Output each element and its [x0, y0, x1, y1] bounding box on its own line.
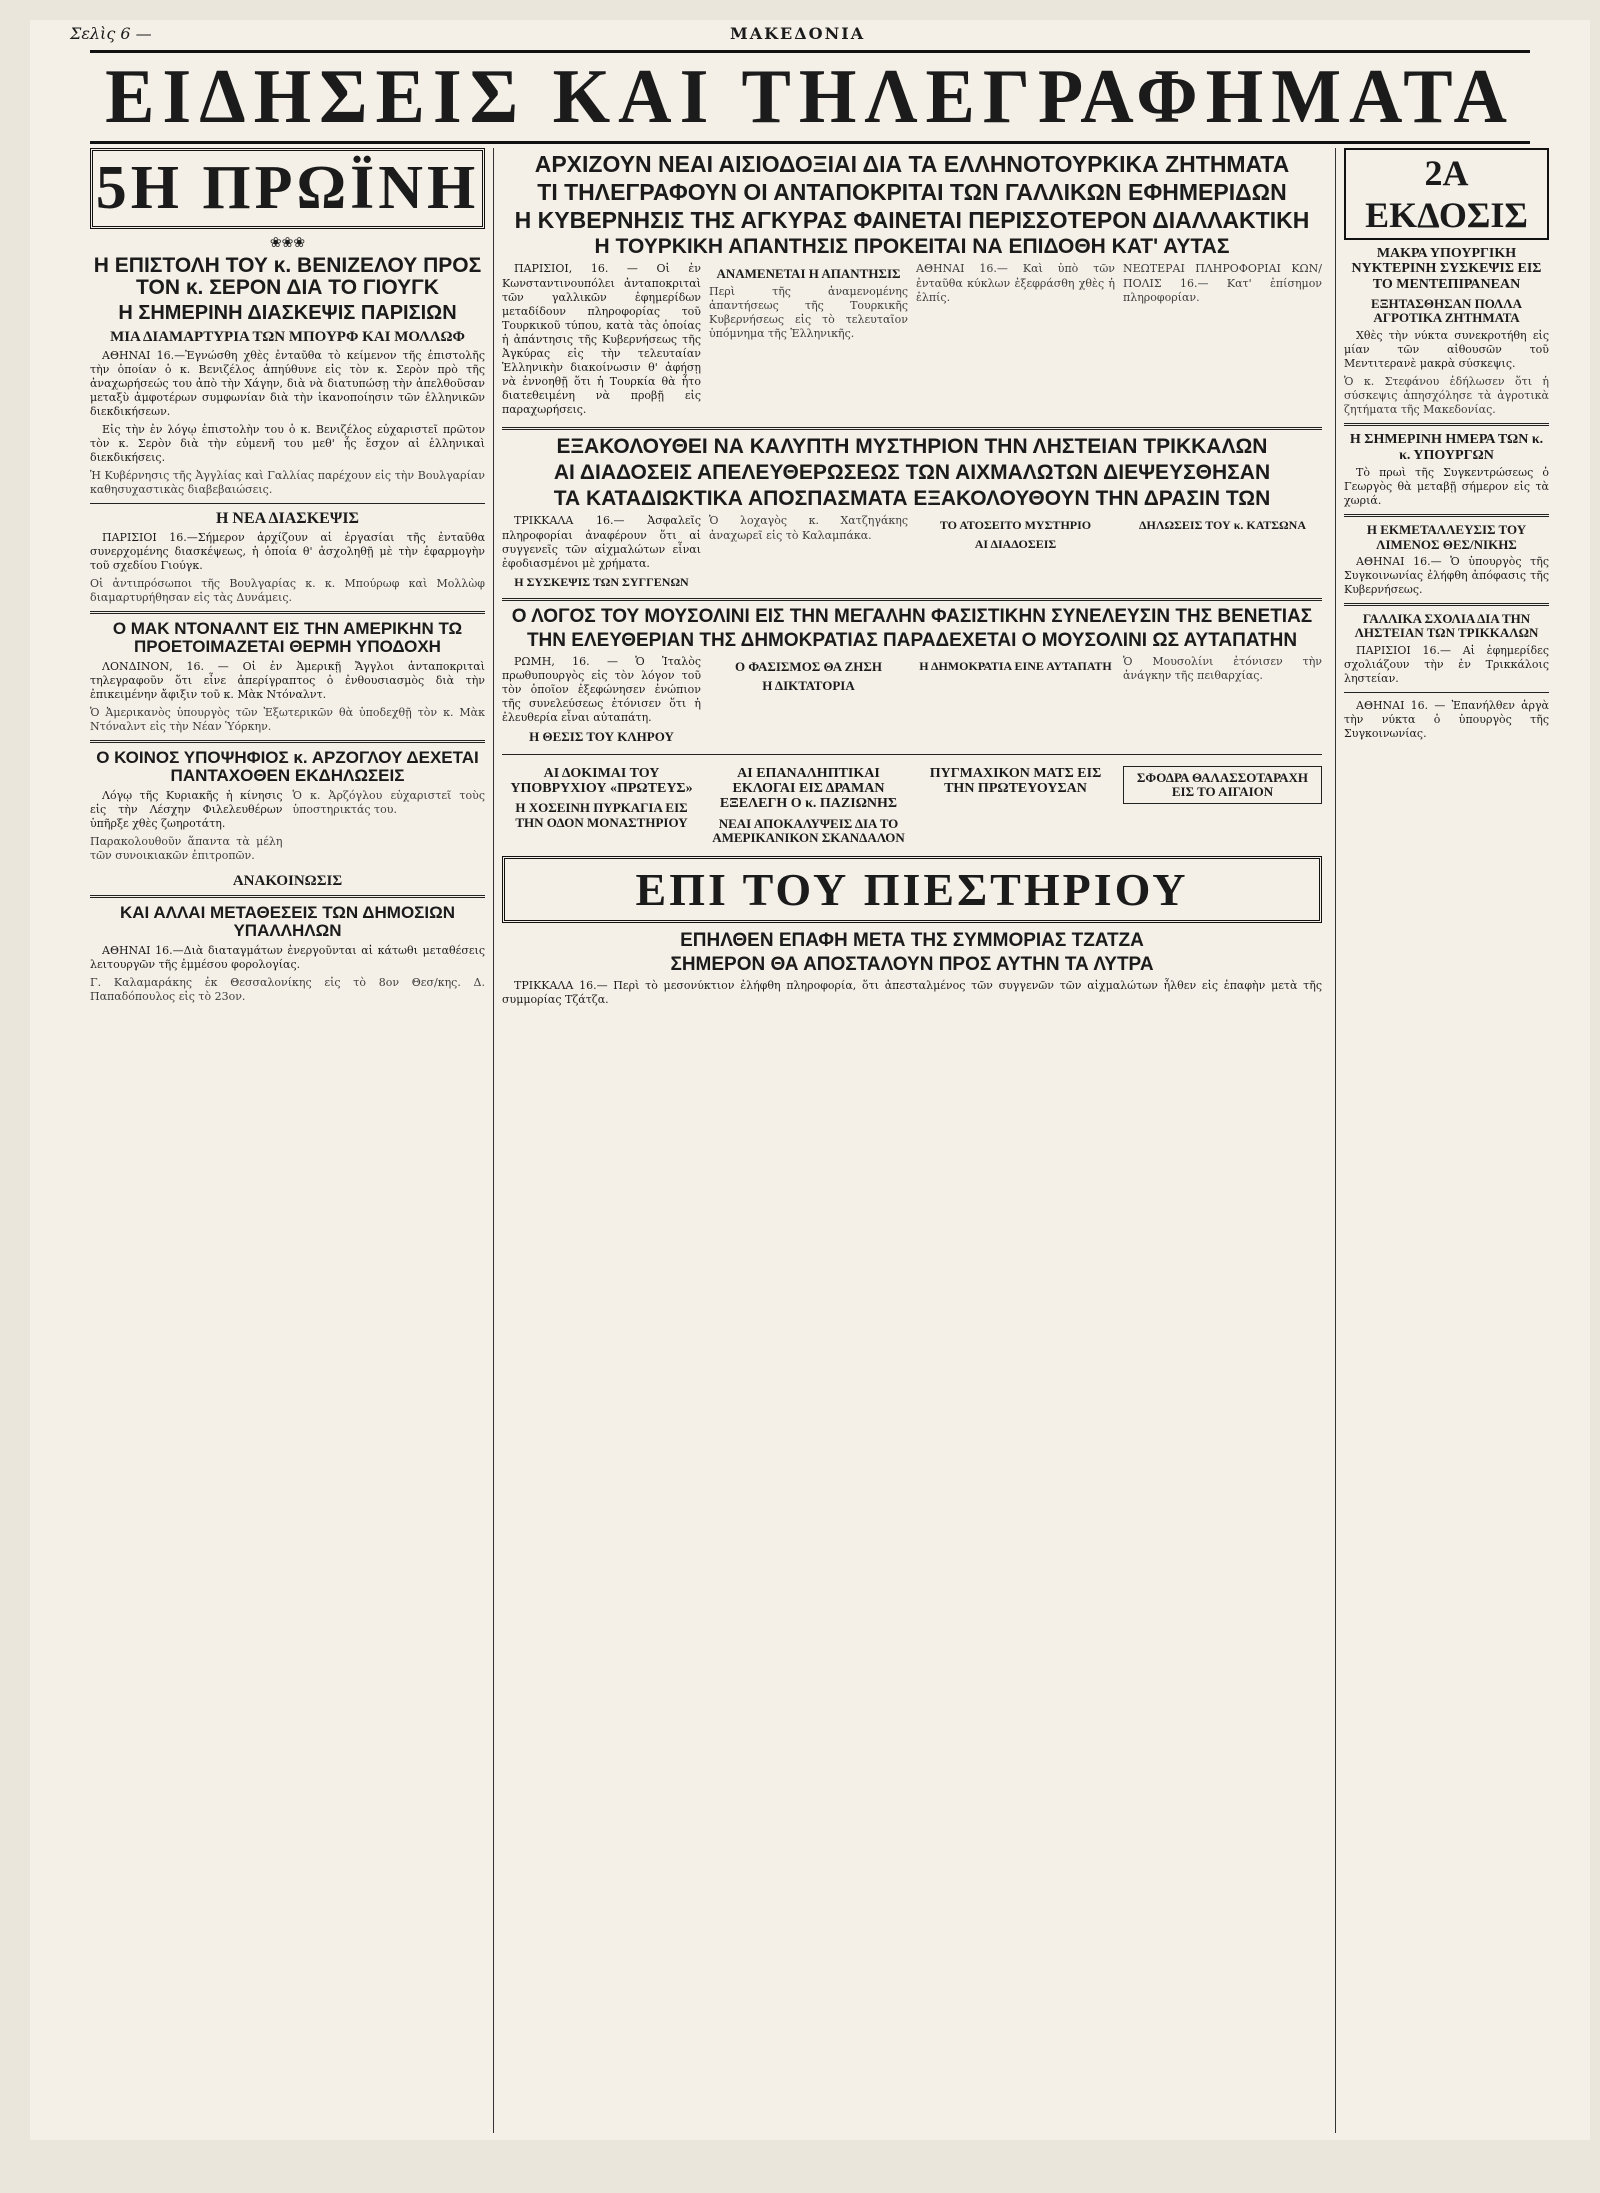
subheadline-protest: ΜΙΑ ΔΙΑΜΑΡΤΥΡΙΑ ΤΩΝ ΜΠΟΥΡΦ ΚΑΙ ΜΟΛΛΩΦ [110, 329, 465, 346]
subheadline-paris: Η ΣΗΜΕΡΙΝΗ ΔΙΑΣΚΕΨΙΣ ΠΑΡΙΣΙΩΝ [118, 302, 457, 325]
headline-ransom: ΣΗΜΕΡΟΝ ΘΑ ΑΠΟΣΤΑΛΟΥΝ ΠΡΟΣ ΑΥΤΗΝ ΤΑ ΛΥΤΡΑ [670, 954, 1154, 976]
heading-fire: Η ΧΟΣΕΙΝΗ ΠΥΡΚΑΓΙΑ ΕΙΣ ΤΗΝ ΟΔΟΝ ΜΟΝΑΣΤΗΡΙΟΥ [515, 800, 688, 830]
left-column [90, 148, 494, 2133]
article-paragraph: ΑΘΗΝΑΙ 16.— Ὁ ὑπουργὸς τῆς Συγκοινωνίας ἐλήφθη ἀπόφασις τῆς Κυβερνήσεως. [1344, 554, 1549, 596]
headline-turkish-reply: Η ΤΟΥΡΚΙΚΗ ΑΠΑΝΤΗΣΙΣ ΠΡΟΚΕΙΤΑΙ ΝΑ ΕΠΙΔΟΘΗ ΚΑΤ' ΑΥΤΑΣ [594, 235, 1230, 259]
divider [90, 503, 485, 504]
heading-announcement: ΑΝΑΚΟΙΝΩΣΙΣ [232, 872, 343, 889]
article-paragraph: ΑΘΗΝΑΙ 16.—Ἐγνώσθη χθὲς ἐνταῦθα τὸ κείμενον τῆς ἐπιστολῆς τὴν ὁποίαν ὁ κ. Βενιζέλος ἀπηύθυνε εἰς τὸν κ. Σερὸν πρὸ τῆς ἀναχωρήσεώς του ἀπὸ τὴν Χάγην, διὰ νὰ διατυπώσῃ τὴν ἀπελθοῦσαν μεταξὺ ἀμφοτέρων συμφωνίαν διὰ τὴν ἱκανοποίησιν τῶν ἑλληνικῶν διεκδικήσεων. [90, 348, 485, 418]
filler-text: Ὁ λοχαγὸς κ. Χατζηγάκης ἀναχωρεῖ εἰς τὸ Καλαμπάκα. [709, 514, 908, 542]
heading-dictatorship: Η ΔΙΚΤΑΤΟΡΙΑ [762, 678, 855, 694]
headline-ankara: Η ΚΥΒΕΡΝΗΣΙΣ ΤΗΣ ΑΓΚΥΡΑΣ ΦΑΙΝΕΤΑΙ ΠΕΡΙΣΣΟΤΕΡΟΝ ΔΙΑΛΛΑΚΤΙΚΗ [514, 207, 1310, 234]
divider [90, 895, 485, 898]
filler-text: Περὶ τῆς ἀναμενομένης ἀπαντήσεως τῆς Τουρκικῆς Κυβερνήσεως εἰς τὸ τελευταῖον ὑπόμνημα τῆς Ἑλληνικῆς. [709, 284, 908, 340]
stop-press-box [502, 856, 1322, 923]
heading-port-exploitation: Η ΕΚΜΕΤΑΛΛΕΥΣΙΣ ΤΟΥ ΛΙΜΕΝΟΣ ΘΕΣ/ΝΙΚΗΣ [1366, 522, 1527, 552]
filler-text: Ἡ Κυβέρνησις τῆς Ἀγγλίας καὶ Γαλλίας παρέχουν εἰς τὴν Βουλγαρίαν καθησυχαστικὰς διαβεβαιώσεις. [90, 469, 485, 497]
heading-democracy-illusion: Η ΔΗΜΟΚΡΑΤΙΑ ΕΙΝΕ ΑΥΤΑΠΑΤΗ [919, 658, 1112, 673]
filler-text: ΑΘΗΝΑΙ 16.— Καὶ ὑπὸ τῶν ἐνταῦθα κύκλων ἐξεφράσθη χθὲς ἡ ἐλπίς. [916, 262, 1115, 304]
article-paragraph: ΡΩΜΗ, 16. — Ὁ Ἰταλὸς πρωθυπουργὸς εἰς τὸν λόγον τοῦ τὸν ὁποῖον ἐξεφώνησεν ἐνώπιον τῆς συνελεύσεως ἐτόνισεν ὅτι ἡ ἐλευθερία εἶναι αὐταπάτη. [502, 654, 701, 725]
heading-macdonald: Ο ΜΑΚ ΝΤΟΝΑΛΝΤ ΕΙΣ ΤΗΝ ΑΜΕΡΙΚΗΝ ΤΩ ΠΡΟΕΤΟΙΜΑΖΕΤΑΙ ΘΕΡΜΗ ΥΠΟΔΟΧΗ [112, 619, 463, 657]
divider [1344, 692, 1549, 693]
heading-american-scandal: ΝΕΑΙ ΑΠΟΚΑΛΥΨΕΙΣ ΔΙΑ ΤΟ ΑΜΕΡΙΚΑΝΙΚΟΝ ΣΚΑΝΔΑΛΟΝ [712, 815, 905, 845]
heading-mystery: ΤΟ ΑΤΟΣΕΙΤΟ ΜΥΣΤΗΡΙΟ [939, 518, 1092, 533]
article-paragraph: ΤΡΙΚΚΑΛΑ 16.— Ἀσφαλεῖς πληροφορίαι ἀναφέρουν ὅτι αἱ συγγενεῖς τῶν αἰχμαλώτων εἶναι ἐφοδιασμένοι μὲ χρήματα. [502, 514, 701, 570]
article-paragraph: ΤΡΙΚΚΑΛΑ 16.— Περὶ τὸ μεσονύκτιον ἐλήφθη πληροφορία, ὅτι ἀπεσταλμένος τῶν συγγενῶν τῶν αἰχμαλώτων ἦλθεν εἰς ἐπαφὴν μετὰ τῆς συμμορίας Τζάτζα. [502, 979, 1322, 1007]
page-number: Σελὶς 6 — [70, 24, 152, 43]
article-paragraph: Εἰς τὴν ἐν λόγῳ ἐπιστολὴν του ὁ κ. Βενιζέλος εὐχαριστεῖ πρῶτον τὸν κ. Σερὸν διὰ τὴν εὐμενῆ του μεθ' ἧς ἔσχον αἱ ἑλληνικαὶ διεκδικήσεις. [90, 422, 485, 465]
article-paragraph: ΠΑΡΙΣΙΟΙ, 16. — Οἱ ἐν Κωνσταντινουπόλει ἀνταποκριταὶ τῶν γαλλικῶν ἐφημερίδων μεταδίδουν πληροφορίας τοῦ Τουρκικοῦ τύπου, κατὰ τὰς ὁποίας ἡ ἀπάντησις τῆς Κυβερνήσεως τῆς Ἀγκύρας εἰς τὴν τελευταίαν Ἑλληνικὴν διακοίνωσιν θ' ἀφήσῃ νὰ ἐννοηθῇ ὅτι ἡ Τουρκία θὰ ἦτο διατεθειμένη νὰ προβῇ εἰς παραχωρήσεις. [502, 262, 701, 417]
divider [90, 740, 485, 743]
edition-title: 5Η ΠΡΩΪΝΗ [90, 148, 485, 229]
second-edition-title: 2Α ΕΚΔΟΣΙΣ [1344, 148, 1549, 240]
heading-boxing: ΠΥΓΜΑΧΙΚΟΝ ΜΑΤΣ ΕΙΣ ΤΗΝ ΠΡΩΤΕΥΟΥΣΑΝ [929, 765, 1102, 796]
headline-venizelos: Η ΕΠΙΣΤΟΛΗ ΤΟΥ κ. ΒΕΝΙΖΕΛΟΥ ΠΡΟΣ ΤΟΝ κ. ΣΕΡΟΝ ΔΙΑ ΤΟ ΓΙΟΥΓΚ [93, 254, 482, 300]
article-paragraph: Λόγῳ τῆς Κυριακῆς ἡ κίνησις εἰς τὴν Λέσχην Φιλελευθέρων ὑπῆρξε χθὲς ζωηροτάτη. [90, 789, 283, 831]
headline-mussolini: Ο ΛΟΓΟΣ ΤΟΥ ΜΟΥΣΟΛΙΝΙ ΕΙΣ ΤΗΝ ΜΕΓΑΛΗΝ ΦΑΣΙΣΤΙΚΗΝ ΣΥΝΕΛΕΥΣΙΝ ΤΗΣ ΒΕΝΕΤΙΑΣ [511, 605, 1313, 627]
divider [90, 611, 485, 614]
headline-tzatza-contact: ΕΠΗΛΘΕΝ ΕΠΑΦΗ ΜΕΤΑ ΤΗΣ ΣΥΜΜΟΡΙΑΣ ΤΖΑΤΖΑ [680, 930, 1144, 952]
heading-awaiting: ΑΝΑΜΕΝΕΤΑΙ Η ΑΠΑΝΤΗΣΙΣ [716, 266, 901, 282]
filler-text: Ὁ κ. Στεφάνου ἐδήλωσεν ὅτι ἡ σύσκεψις ἀπησχόλησε τὰ ἀγροτικὰ ζητήματα τῆς Μακεδονίας. [1344, 375, 1549, 417]
heading-storm: ΣΦΟΔΡΑ ΘΑΛΑΣΣΟΤΑΡΑΧΗ ΕΙΣ ΤΟ ΑΙΓΑΙΟΝ [1123, 766, 1322, 805]
heading-arzoglou: Ο ΚΟΙΝΟΣ ΥΠΟΨΗΦΙΟΣ κ. ΑΡΖΟΓΛΟΥ ΔΕΧΕΤΑΙ ΠΑΝΤΑΧΟΘΕΝ ΕΚΔΗΛΩΣΕΙΣ [96, 748, 479, 786]
two-column-text [90, 789, 485, 867]
four-column-text [502, 655, 1322, 748]
divider [502, 754, 1322, 755]
headline-captives: ΑΙ ΔΙΑΔΟΣΕΙΣ ΑΠΕΛΕΥΘΕΡΩΣΕΩΣ ΤΩΝ ΑΙΧΜΑΛΩΤΩΝ ΔΙΕΨΕΥΣΘΗΣΑΝ [553, 461, 1271, 485]
heading-french-comments: ΓΑΛΛΙΚΑ ΣΧΟΛΙΑ ΔΙΑ ΤΗΝ ΛΗΣΤΕΙΑΝ ΤΩΝ ΤΡΙΚΚΑΛΩΝ [1354, 611, 1539, 641]
newspaper-name: ΜΑΚΕΔΟΝΙΑ [730, 24, 866, 43]
center-column [502, 148, 1322, 2133]
heading-katsonas: ΔΗΛΩΣΕΙΣ ΤΟΥ κ. ΚΑΤΣΩΝΑ [1139, 518, 1306, 533]
four-column-text [502, 262, 1322, 421]
article-paragraph: ΠΑΡΙΣΙΟΙ 16.—Σήμερον ἀρχίζουν αἱ ἐργασίαι τῆς ἐνταῦθα συνερχομένης διασκέψεως, ἡ ὁποία θ' ἀσχοληθῇ μὲ τὴν ἐφαρμογὴν τοῦ σχεδίου Γιούγκ. [90, 530, 485, 573]
article-paragraph: Χθὲς τὴν νύκτα συνεκροτήθη εἰς μίαν τῶν αἰθουσῶν τοῦ Μεντιτερανὲ μακρὰ σύσκεψις. [1344, 328, 1549, 370]
heading-clergy: Η ΘΕΣΙΣ ΤΟΥ ΚΛΗΡΟΥ [529, 729, 674, 745]
filler-text: ΝΕΩΤΕΡΑΙ ΠΛΗΡΟΦΟΡΙΑΙ ΚΩΝ/ΠΟΛΙΣ 16.— Κατ' ἐπίσημον πληροφορίαν. [1123, 262, 1322, 304]
stop-press-title: ΕΠΙ ΤΟΥ ΠΙΕΣΤΗΡΙΟΥ [635, 864, 1189, 916]
article-paragraph: ΑΘΗΝΑΙ 16. — Ἐπανήλθεν ἀργὰ τὴν νύκτα ὁ ὑπουργὸς τῆς Συγκοινωνίας. [1344, 698, 1549, 741]
headline-french-papers: ΤΙ ΤΗΛΕΓΡΑΦΟΥΝ ΟΙ ΑΝΤΑΠΟΚΡΙΤΑΙ ΤΩΝ ΓΑΛΛΙΚΩΝ ΕΦΗΜΕΡΙΔΩΝ [537, 179, 1287, 206]
filler-text: Ὁ Μουσολίνι ἐτόνισεν τὴν ἀνάγκην τῆς πειθαρχίας. [1123, 654, 1322, 682]
filler-text: Ὁ Ἀμερικανὸς ὑπουργὸς τῶν Ἐξωτερικῶν θὰ ὑποδεχθῇ τὸν κ. Μὰκ Ντόναλντ εἰς τὴν Νέαν Ὑόρκην. [90, 706, 485, 734]
filler-text: Γ. Καλαμαράκης ἐκ Θεσσαλονίκης εἰς τὸ 8ον Θεσ/κης. Δ. Παπαδόπουλος εἰς τὸ 23ον. [90, 975, 485, 1003]
four-column-text [502, 761, 1322, 849]
heading-relatives-meeting: Η ΣΥΣΚΕΨΙΣ ΤΩΝ ΣΥΓΓΕΝΩΝ [514, 574, 689, 589]
heading-new-conference: Η ΝΕΑ ΔΙΑΣΚΕΨΙΣ [215, 510, 359, 528]
headline-greek-turkish: ΑΡΧΙΖΟΥΝ ΝΕΑΙ ΑΙΣΙΟΔΟΞΙΑΙ ΔΙΑ ΤΑ ΕΛΛΗΝΟΤΟΥΡΚΙΚΑ ΖΗΤΗΜΑΤΑ [534, 151, 1290, 177]
divider [1344, 423, 1549, 426]
divider [502, 598, 1322, 601]
heading-rumors: ΑΙ ΔΙΑΔΟΣΕΙΣ [974, 536, 1057, 551]
heading-submarine-trials: ΑΙ ΔΟΚΙΜΑΙ ΤΟΥ ΥΠΟΒΡΥΧΙΟΥ «ΠΡΩΤΕΥΣ» [510, 765, 693, 796]
newspaper-page [30, 20, 1590, 2140]
banner-title: ΕΙΔΗΣΕΙΣ ΚΑΙ ΤΗΛΕΓΡΑΦΗΜΑΤΑ [105, 53, 1515, 140]
heading-fascism: Ο ΦΑΣΙΣΜΟΣ ΘΑ ΖΗΣΗ [734, 658, 883, 674]
divider [1344, 514, 1549, 517]
page-header [70, 24, 1570, 50]
article-paragraph: ΠΑΡΙΣΙΟΙ 16.— Αἱ ἐφημερίδες σχολιάζουν τὴν ἐν Τρικκάλοις ληστείαν. [1344, 643, 1549, 685]
heading-drama-elections: ΑΙ ΕΠΑΝΑΛΗΠΤΙΚΑΙ ΕΚΛΟΓΑΙ ΕΙΣ ΔΡΑΜΑΝ ΕΞΕΛΕΓΗ Ο κ. ΠΑΖΙΩΝΗΣ [719, 765, 898, 812]
ornament: ❀❀❀ [269, 235, 306, 251]
heading-cabinet-meeting: ΜΑΚΡΑ ΥΠΟΥΡΓΙΚΗ ΝΥΚΤΕΡΙΝΗ ΣΥΣΚΕΨΙΣ ΕΙΣ ΤΟ ΜΕΝΤΕΠΙΡΑΝΕΑΝ [1351, 246, 1542, 292]
four-column-text [502, 514, 1322, 592]
article-paragraph: Τὸ πρωὶ τῆς Συγκεντρώσεως ὁ Γεωργὸς θὰ μεταβῇ σήμερον εἰς τὰ χωριά. [1344, 466, 1549, 508]
heading-ministers-day: Η ΣΗΜΕΡΙΝΗ ΗΜΕΡΑ ΤΩΝ κ. κ. ΥΠΟΥΡΓΩΝ [1349, 432, 1544, 463]
divider [1344, 603, 1549, 606]
headline-democracy: ΤΗΝ ΕΛΕΥΘΕΡΙΑΝ ΤΗΣ ΔΗΜΟΚΡΑΤΙΑΣ ΠΑΡΑΔΕΧΕΤΑΙ Ο ΜΟΥΣΟΛΙΝΙ ΩΣ ΑΥΤΑΠΑΤΗΝ [526, 629, 1298, 651]
article-paragraph: ΑΘΗΝΑΙ 16.—Διὰ διαταγμάτων ἐνεργοῦνται αἱ κάτωθι μεταθέσεις λειτουργῶν τῆς ἐμμέσου φορολογίας. [90, 943, 485, 971]
headline-trikala: ΕΞΑΚΟΛΟΥΘΕΙ ΝΑ ΚΑΛΥΠΤΗ ΜΥΣΤΗΡΙΟΝ ΤΗΝ ΛΗΣΤΕΙΑΝ ΤΡΙΚΚΑΛΩΝ [556, 435, 1268, 459]
filler-text: Ὁ κ. Ἀρζόγλου εὐχαριστεῖ τοὺς ὑποστηρικτάς του. [292, 789, 485, 817]
section-banner [90, 50, 1530, 144]
article-paragraph: ΛΟΝΔΙΝΟΝ, 16. — Οἱ ἐν Ἀμερικῇ Ἄγγλοι ἀνταποκριταὶ τηλεγραφοῦν ὅτι εἶνε ἀπερίγραπτος ὁ ἐνθουσιασμὸς διὰ τὴν ἐπικειμένην ἄφιξιν τοῦ κ. Μὰκ Ντόναλντ. [90, 660, 485, 702]
right-column [1335, 148, 1549, 2133]
heading-transfers: ΚΑΙ ΑΛΛΑΙ ΜΕΤΑΘΕΣΕΙΣ ΤΩΝ ΔΗΜΟΣΙΩΝ ΥΠΑΛΛΗΛΩΝ [119, 903, 456, 940]
heading-agrarian: ΕΞΗΤΑΣΘΗΣΑΝ ΠΟΛΛΑ ΑΓΡΟΤΙΚΑ ΖΗΤΗΜΑΤΑ [1371, 296, 1522, 326]
filler-text: Παρακολουθοῦν ἅπαντα τὰ μέλη τῶν συνοικιακῶν ἐπιτροπῶν. [90, 835, 283, 863]
divider [502, 427, 1322, 430]
filler-text: Οἱ ἀντιπρόσωποι τῆς Βουλγαρίας κ. κ. Μπούρωφ καὶ Μολλὼφ διαμαρτυρήθησαν εἰς τὰς Δυνάμεις. [90, 577, 485, 605]
headline-pursuit: ΤΑ ΚΑΤΑΔΙΩΚΤΙΚΑ ΑΠΟΣΠΑΣΜΑΤΑ ΕΞΑΚΟΛΟΥΘΟΥΝ ΤΗΝ ΔΡΑΣΙΝ ΤΩΝ [553, 487, 1271, 511]
